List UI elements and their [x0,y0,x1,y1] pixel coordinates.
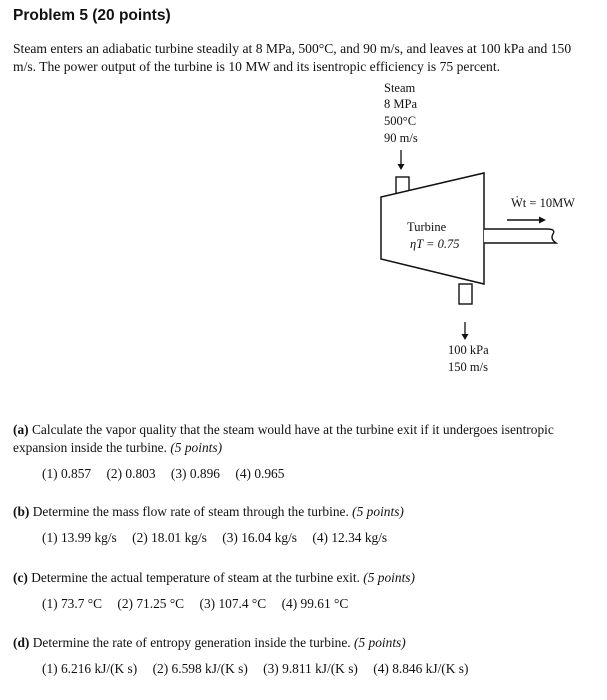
part-b-text: Determine the mass flow rate of steam through the turbine. [32,504,349,519]
choice-c-1[interactable]: (1) 73.7 °C [42,596,103,611]
choice-a-4[interactable]: (4) 0.965 [235,466,285,481]
part-d-choices [42,660,480,678]
turbine-label: Turbine [407,220,447,234]
problem-statement: Steam enters an adiabatic turbine steadily at 8 MPa, 500°C, and 90 m/s, and leaves at 100 kPa and 150 m/s. The power output of the turbine is 10 MW and its isentropic efficiency is 75 percent. [13,41,572,74]
part-c-letter: (c) [13,570,28,585]
efficiency-label: ηT = 0.75 [410,237,460,251]
outlet-arrow [462,322,469,340]
part-b [13,503,404,547]
choice-a-2[interactable]: (2) 0.803 [106,466,156,481]
part-a-question [13,421,593,457]
choice-a-1[interactable]: (1) 0.857 [42,466,92,481]
outlet-label-velocity: 150 m/s [448,360,488,374]
choice-d-4[interactable]: (4) 8.846 kJ/(K s) [373,661,469,676]
choice-b-1[interactable]: (1) 13.99 kg/s [42,530,117,545]
choice-d-2[interactable]: (2) 6.598 kJ/(K s) [152,661,248,676]
choice-d-1[interactable]: (1) 6.216 kJ/(K s) [42,661,138,676]
part-b-choices [42,529,404,547]
part-c-choices [42,595,415,613]
work-label: Ẇt = 10MW [511,196,575,210]
choice-a-3[interactable]: (3) 0.896 [170,466,220,481]
shaft [484,229,556,243]
outlet-pipe [459,284,472,304]
choice-c-3[interactable]: (3) 107.4 °C [199,596,267,611]
part-d-points: (5 points) [354,635,406,650]
part-d-letter: (d) [13,635,30,650]
part-a-points: (5 points) [170,440,223,455]
part-a-text: Calculate the vapor quality that the steam would have at the turbine exit if it undergoes isentropic expansion inside the turbine. [13,422,554,455]
outlet-label-pressure: 100 kPa [448,343,489,357]
part-c [13,569,415,613]
part-d-question [13,634,480,652]
choice-b-2[interactable]: (2) 18.01 kg/s [132,530,207,545]
inlet-label-velocity: 90 m/s [384,131,418,145]
part-a-choices [42,465,593,483]
inlet-label-temperature: 500°C [384,114,417,128]
part-a-letter: (a) [13,422,29,437]
choice-b-3[interactable]: (3) 16.04 kg/s [222,530,298,545]
inlet-arrow [398,150,405,170]
part-b-letter: (b) [13,504,30,519]
choice-c-4[interactable]: (4) 99.61 °C [281,596,349,611]
problem-title: Problem 5 (20 points) [13,7,171,24]
choice-b-4[interactable]: (4) 12.34 kg/s [312,530,388,545]
part-c-question [13,569,415,587]
choice-c-2[interactable]: (2) 71.25 °C [117,596,185,611]
part-b-points: (5 points) [352,504,404,519]
inlet-label-steam: Steam [384,81,416,95]
part-d-text: Determine the rate of entropy generation inside the turbine. [32,635,351,650]
part-d [13,634,480,678]
part-a [13,421,593,483]
part-c-text: Determine the actual temperature of steam at the turbine exit. [31,570,360,585]
part-c-points: (5 points) [363,570,415,585]
work-arrow [507,217,546,224]
choice-d-3[interactable]: (3) 9.811 kJ/(K s) [263,661,358,676]
part-b-question [13,503,404,521]
inlet-label-pressure: 8 MPa [384,97,417,111]
